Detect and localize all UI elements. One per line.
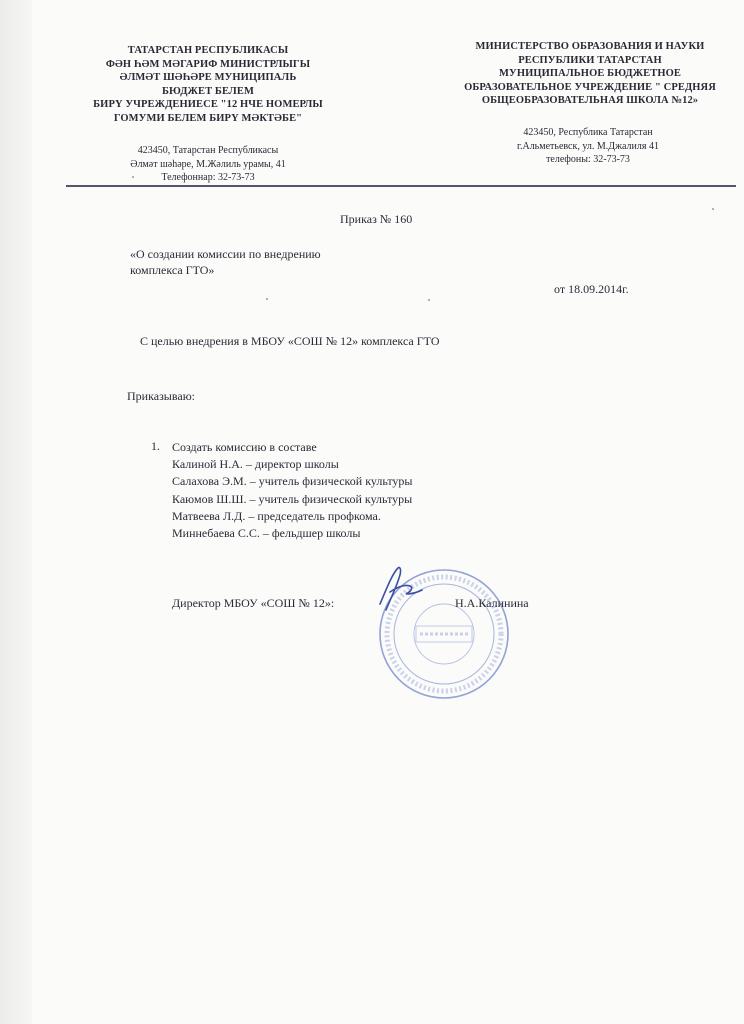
scan-speck: [428, 299, 430, 301]
address-line: г.Альметьевск, ул. М.Джалиля 41: [517, 140, 659, 152]
address-line: телефоны: 32-73-73: [546, 154, 630, 165]
list-item: Матвеева Л.Д. – председатель профкома.: [172, 508, 381, 523]
header-left-address: [98, 144, 318, 185]
order-date: от 18.09.2014г.: [554, 282, 629, 296]
header-right-line: ОБЩЕОБРАЗОВАТЕЛЬНАЯ ШКОЛА №12»: [481, 95, 699, 106]
header-left-line: ГОМУМИ БЕЛЕМ БИРҮ МӘКТӘБЕ": [113, 112, 303, 124]
scan-speck: [712, 208, 714, 210]
header-divider: [66, 185, 736, 187]
header-right-line: МУНИЦИПАЛЬНОЕ БЮДЖЕТНОЕ: [499, 68, 681, 79]
address-line: Телефоннар: 32-73-73: [161, 172, 255, 183]
header-right-address: [478, 126, 698, 167]
order-purpose: С целью внедрения в МБОУ «СОШ № 12» комплекса ГТО: [140, 334, 440, 348]
header-left-line: БИРҮ УЧРЕЖДЕНИЕСЕ "12 НЧЕ НОМЕРЛЫ: [93, 99, 323, 110]
list-item: Калиной Н.А. – директор школы: [172, 457, 339, 472]
header-left-line: ТАТАРСТАН РЕСПУБЛИКАСЫ: [127, 45, 289, 56]
list-item-number: 1.: [151, 439, 160, 453]
list-item: Салахова Э.М. – учитель физической культуры: [172, 474, 413, 489]
header-left-line: ӘЛМӘТ ШӘҺӘРЕ МУНИЦИПАЛЬ: [119, 72, 297, 83]
signature-icon: [366, 560, 426, 620]
scan-edge: [0, 0, 32, 1024]
header-left: [78, 44, 338, 125]
address-line: 423450, Татарстан Республикасы: [137, 145, 279, 156]
order-title: Приказ № 160: [340, 212, 413, 226]
header-right-line: МИНИСТЕРСТВО ОБРАЗОВАНИЯ И НАУКИ: [475, 41, 705, 52]
address-line: Әлмәт шәһәре, М.Жәлиль урамы, 41: [130, 158, 286, 170]
scan-speck: [132, 176, 134, 178]
subject-line: комплекса ГТО»: [130, 262, 215, 277]
header-left-line: БЮДЖЕТ БЕЛЕМ: [162, 85, 254, 97]
header-right-line: РЕСПУБЛИКИ ТАТАРСТАН: [518, 54, 662, 66]
scan-speck: [266, 298, 268, 300]
header-right: [440, 40, 740, 108]
header-right-line: ОБРАЗОВАТЕЛЬНОЕ УЧРЕЖДЕНИЕ " СРЕДНЯЯ: [464, 81, 716, 93]
header-left-line: ФӘН ҺӘМ МӘГАРИФ МИНИСТРЛЫГЫ: [105, 58, 311, 70]
list-item: Миннебаева С.С. – фельдшер школы: [172, 526, 361, 541]
order-subject: [130, 247, 321, 278]
director-name: Н.А.Калинина: [455, 596, 529, 610]
list-item: Каюмов Ш.Ш. – учитель физической культуры: [172, 491, 413, 506]
list-item: Создать комиссию в составе: [172, 440, 317, 454]
subject-line: «О создании комиссии по внедрению: [130, 247, 321, 261]
director-label: Директор МБОУ «СОШ № 12»:: [172, 596, 335, 610]
commission-list: [172, 439, 412, 542]
address-line: 423450, Республика Татарстан: [523, 127, 653, 138]
orders-word: Приказываю:: [127, 389, 195, 403]
